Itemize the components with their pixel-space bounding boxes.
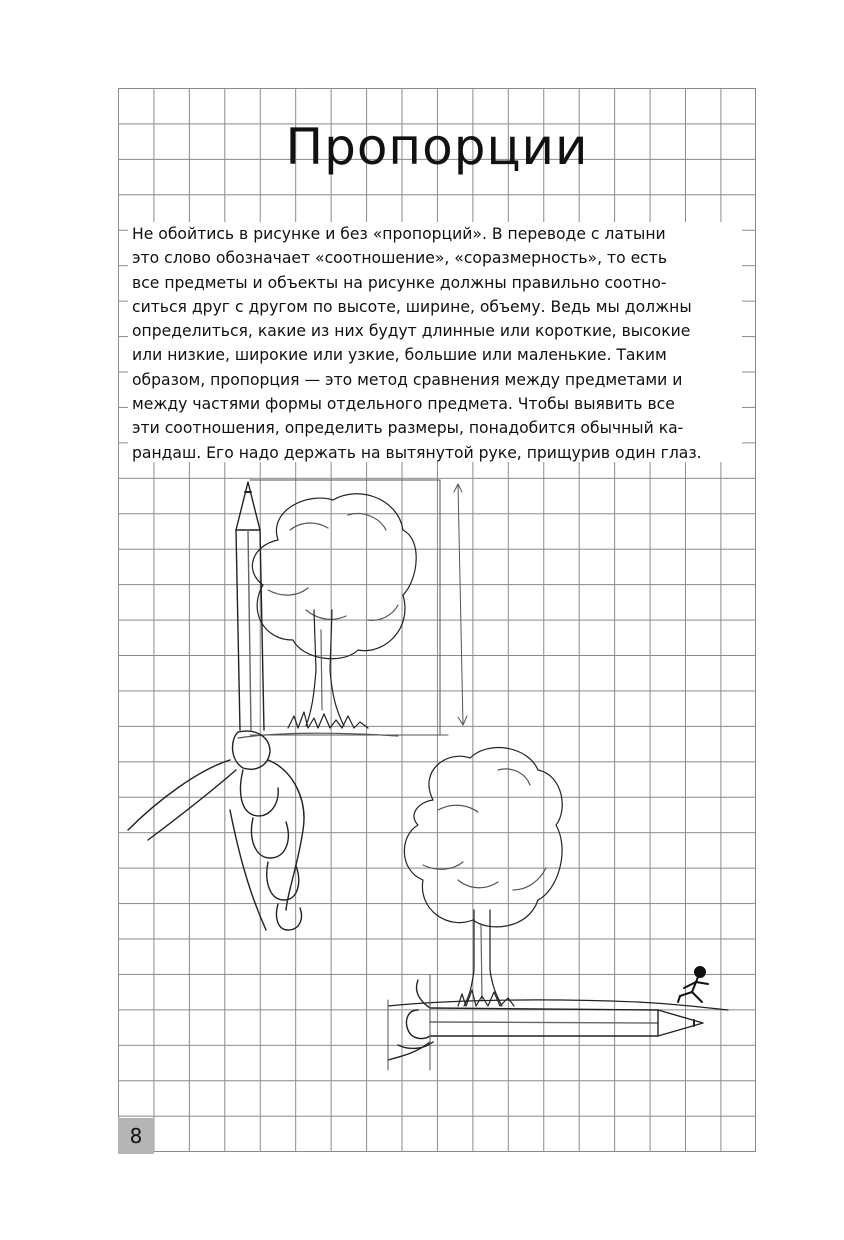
paragraph-line: все предметы и объекты на рисунке должны правильно соотно- bbox=[132, 273, 667, 292]
tree-icon bbox=[238, 494, 416, 738]
tree-icon bbox=[388, 748, 728, 1010]
paragraph-line: это слово обозначает «соотношение», «соразмерность», то есть bbox=[132, 249, 668, 268]
hand-icon bbox=[128, 731, 304, 930]
pencil-icon bbox=[388, 975, 703, 1070]
paragraph-line: или низкие, широкие или узкие, большие или маленькие. Таким bbox=[132, 346, 667, 365]
page-title: Пропорции bbox=[285, 118, 589, 176]
proportion-sketch bbox=[118, 470, 756, 1090]
page-number bbox=[118, 1118, 154, 1154]
paragraph-line: образом, пропорция — это метод сравнения между предметами и bbox=[132, 370, 683, 389]
paragraph-line: рандаш. Его надо держать на вытянутой руке, прищурив один глаз. bbox=[132, 443, 702, 462]
measure-frame bbox=[250, 480, 467, 735]
running-figure-icon bbox=[678, 967, 708, 1002]
paragraph-line: определиться, какие из них будут длинные или короткие, высокие bbox=[132, 322, 691, 341]
paragraph-line: эти соотношения, определить размеры, понадобится обычный ка- bbox=[132, 419, 684, 438]
page-number-label: 8 bbox=[129, 1124, 143, 1148]
paragraph-line: ситься друг с другом по высоте, ширине, объему. Ведь мы должны bbox=[132, 297, 692, 316]
paragraph-line: между частями формы отдельного предмета. Чтобы выявить все bbox=[132, 395, 675, 414]
paragraph-line: Не обойтись в рисунке и без «пропорций». В переводе с латыни bbox=[132, 225, 666, 243]
body-paragraph bbox=[128, 222, 742, 462]
pencil-icon bbox=[236, 482, 264, 730]
